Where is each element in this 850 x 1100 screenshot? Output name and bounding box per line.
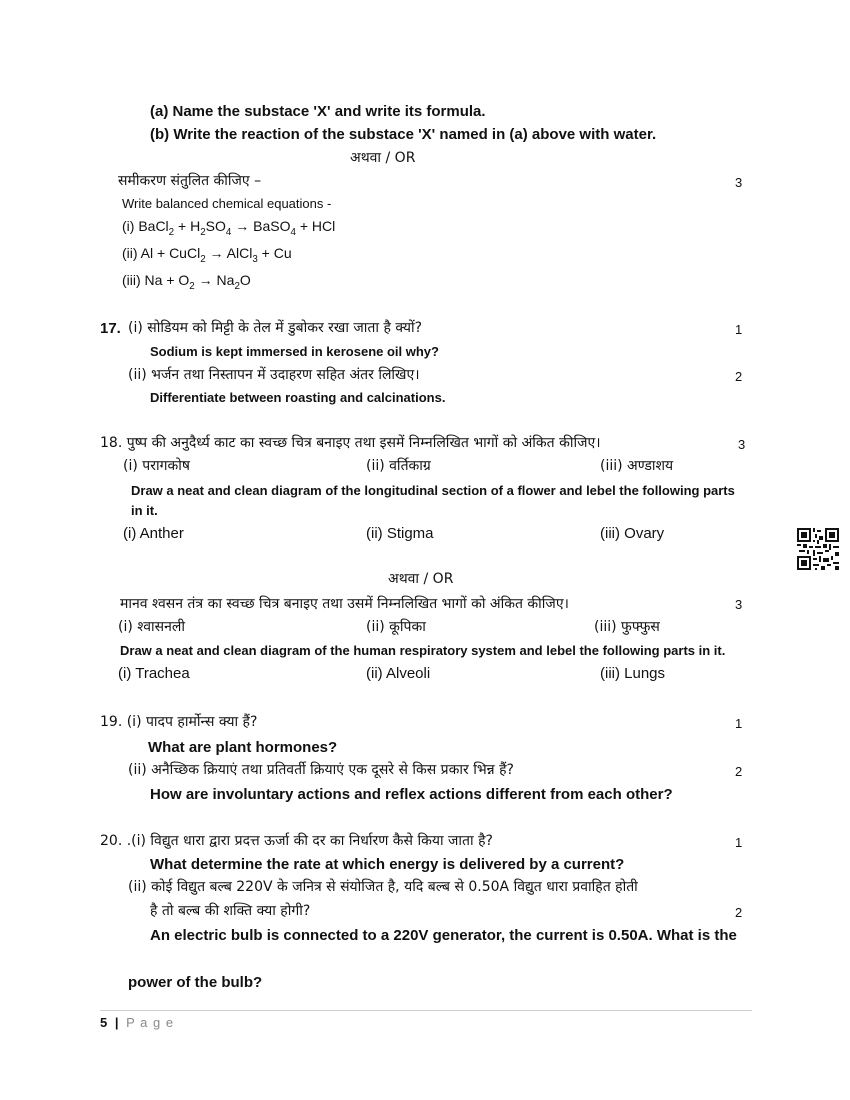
question-18-hindi: 18. पुष्प की अनुदैर्ध्य काट का स्वच्छ चित्र बनाइए तथा इसमें निम्नलिखित भागों को अंकित कीजिए। (100, 435, 601, 451)
question-17-i-hindi: (i) सोडियम को मिट्टी के तेल में डुबोकर रखा जाता है क्यों? (128, 320, 423, 336)
marks: 3 (738, 437, 746, 452)
question-18-english: Draw a neat and clean diagram of the longitudinal section of a flower and lebel the following parts (131, 483, 735, 498)
or-divider: अथवा / OR (388, 571, 454, 587)
part-label: (ii) Stigma (366, 525, 434, 542)
part-label: (i) श्वासनली (118, 619, 185, 635)
marks: 2 (735, 905, 743, 920)
part-label: (iii) अण्डाशय (600, 458, 674, 474)
footer-separator: | (114, 1015, 119, 1030)
question-20-ii-hindi-cont: है तो बल्ब की शक्ति क्या होगी? (150, 903, 311, 919)
question-18-english-cont: in it. (131, 503, 158, 518)
footer-divider (100, 1010, 752, 1011)
question-20-i-hindi: 20. .(i) विद्युत धारा द्वारा प्रदत्त ऊर्जा की दर का निर्धारण कैसे किया जाता है? (100, 833, 493, 849)
equation-3: (iii) $Na + O_2 \to Na_2O$ (122, 272, 251, 292)
question-17-ii-english: Differentiate between roasting and calcinations. (150, 390, 446, 405)
part-label: (ii) वर्तिकाग्र (366, 458, 431, 474)
equation-2: (ii) Al + CuCl$_2$ → AlCl$_3$ + Cu (122, 245, 292, 265)
part-label: (iii) फुफ्फुस (594, 619, 660, 635)
marks: 2 (735, 369, 743, 384)
page-word: P a g e (126, 1015, 175, 1030)
part-label: (iii) Ovary (600, 525, 665, 542)
part-label: (ii) Alveoli (366, 665, 431, 682)
balance-english: Write balanced chemical equations - (122, 196, 332, 211)
question-19-i-hindi: 19. (i) पादप हार्मोन्स क्या हैं? (100, 714, 258, 730)
page-footer (100, 1016, 174, 1029)
sub-question-b: (b) Write the reaction of the substace 'X' named in (a) above with water. (150, 126, 657, 143)
question-19-i-english: What are plant hormones? (148, 739, 338, 756)
balance-hindi: समीकरण संतुलित कीजिए – (118, 173, 262, 189)
part-label: (i) परागकोष (123, 458, 190, 474)
question-20-ii-hindi: (ii) कोई विद्युत बल्ब 220V के जनित्र से संयोजित है, यदि बल्ब से 0.50A विद्युत धारा प्रवाहित होती (128, 879, 638, 895)
question-17-i-english: Sodium is kept immersed in kerosene oil why? (150, 344, 439, 359)
marks: 3 (735, 597, 743, 612)
question-17-ii-hindi: (ii) भर्जन तथा निस्तापन में उदाहरण सहित अंतर लिखिए। (128, 367, 420, 383)
marks: 1 (735, 835, 743, 850)
question-20-ii-english: An electric bulb is connected to a 220V generator, the current is 0.50A. What is the (150, 927, 737, 944)
question-18b-english: Draw a neat and clean diagram of the human respiratory system and lebel the following parts in it. (120, 643, 726, 658)
question-18b-hindi: मानव श्वसन तंत्र का स्वच्छ चित्र बनाइए तथा उसमें निम्नलिखित भागों को अंकित कीजिए। (120, 596, 569, 612)
question-20-i-english: What determine the rate at which energy is delivered by a current? (150, 856, 625, 873)
part-label: (i) Anther (123, 525, 184, 542)
or-divider: अथवा / OR (350, 150, 416, 166)
part-label: (iii) Lungs (600, 665, 666, 682)
part-label: (i) Trachea (118, 665, 190, 682)
question-19-ii-english: How are involuntary actions and reflex actions different from each other? (150, 786, 673, 803)
part-label: (ii) कूपिका (366, 619, 426, 635)
marks: 3 (735, 175, 743, 190)
qr-code-icon (797, 528, 839, 570)
marks: 1 (735, 322, 743, 337)
question-number: 17. (100, 320, 121, 337)
marks: 2 (735, 764, 743, 779)
page-number: 5 (100, 1015, 108, 1030)
sub-question-a: (a) Name the substace 'X' and write its formula. (150, 103, 486, 120)
marks: 1 (735, 716, 743, 731)
question-19-ii-hindi: (ii) अनैच्छिक क्रियाएं तथा प्रतिवर्ती क्रियाएं एक दूसरे से किस प्रकार भिन्न हैं? (128, 762, 514, 778)
question-20-ii-english-cont: power of the bulb? (128, 974, 263, 991)
equation-1: (i) BaCl$_2$ + $H_2SO_4$ → BaSO$_4$ + HCl (122, 218, 336, 238)
